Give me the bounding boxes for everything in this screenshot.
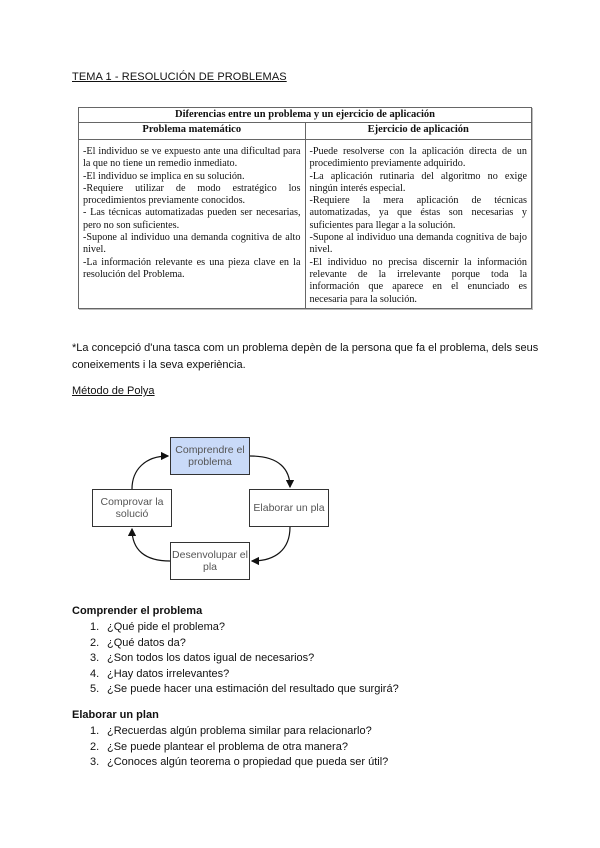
arrow-elaborar-to-desenvolupar (252, 527, 290, 561)
problema-cell (79, 140, 306, 309)
table-line: - Las técnicas automatizadas pueden ser necesarias, pero no son suficientes. (83, 207, 301, 231)
list-item: 2. ¿Se puede plantear el problema de otra manera? (90, 740, 348, 753)
polya-heading: Método de Polya (72, 385, 155, 397)
list-item: 3. ¿Conoces algún teorema o propiedad que pueda ser útil? (90, 756, 389, 768)
list-item: 2. ¿Qué datos da? (90, 636, 186, 649)
node-comprendre: Comprendre el problema (170, 437, 250, 475)
ejercicio-cell (305, 140, 532, 309)
footnote: *La concepció d'una tasca com un problema depèn de la persona que fa el problema, dels seus coneixements i la seva experiència. (72, 342, 539, 371)
table-caption: Diferencias entre un problema y un ejercicio de aplicación (79, 108, 532, 123)
arrow-comprendre-to-elaborar (250, 456, 290, 487)
section-heading-comprender: Comprender el problema (72, 605, 203, 617)
list-item: 1. ¿Recuerdas algún problema similar para relacionarlo? (90, 725, 372, 737)
elaborar-list (90, 724, 388, 771)
table-line: -La información relevante es una pieza clave en la resolución del Problema. (83, 256, 301, 280)
list-item: 3. ¿Son todos los datos igual de necesarios? (90, 652, 315, 664)
table-line: -El individuo se ve expuesto ante una dificultad para la que no tiene un remedio inmediato. (83, 146, 301, 170)
node-comprovar: Comprovar la solució (92, 489, 172, 527)
list-item: 4. ¿Hay datos irrelevantes? (90, 667, 230, 680)
table-line: -El individuo no precisa discernir la información relevante de la irrelevante porque toda la información que aparece en el enunciado es necesaria para la solución. (309, 256, 527, 305)
column-header-problema: Problema matemático (79, 123, 306, 140)
table-line: -El individuo se implica en su solución. (83, 170, 245, 182)
node-desenvolupar: Desenvolupar el pla (170, 542, 250, 580)
table-line: -Puede resolverse con la aplicación directa de un procedimiento previamente adquirido. (309, 146, 527, 170)
table-line: -La aplicación rutinaria del algoritmo no exige ningún interés especial. (309, 170, 527, 194)
comprender-list (90, 620, 399, 698)
arrow-desenvolupar-to-comprovar (132, 529, 170, 561)
arrow-comprovar-to-comprendre (132, 456, 168, 489)
table-line: -Requiere la mera aplicación de técnicas automatizadas, ya que éstas son necesarias y suficientes para llegar a la solución. (309, 195, 527, 231)
table-line: -Requiere utilizar de modo estratégico los procedimientos previamente conocidos. (83, 182, 301, 207)
page-title: TEMA 1 - RESOLUCIÓN DE PROBLEMAS (72, 71, 287, 83)
comparison-table (78, 107, 532, 309)
table-line: -Supone al individuo una demanda cognitiva de alto nivel. (83, 232, 301, 256)
column-header-ejercicio: Ejercicio de aplicación (305, 123, 532, 140)
node-elaborar: Elaborar un pla (249, 489, 329, 527)
list-item: 1. ¿Qué pide el problema? (90, 621, 226, 633)
section-heading-elaborar: Elaborar un plan (72, 709, 159, 721)
table-line: -Supone al individuo una demanda cognitiva de bajo nivel. (309, 232, 527, 256)
list-item: 5. ¿Se puede hacer una estimación del resultado que surgirá? (90, 683, 399, 695)
